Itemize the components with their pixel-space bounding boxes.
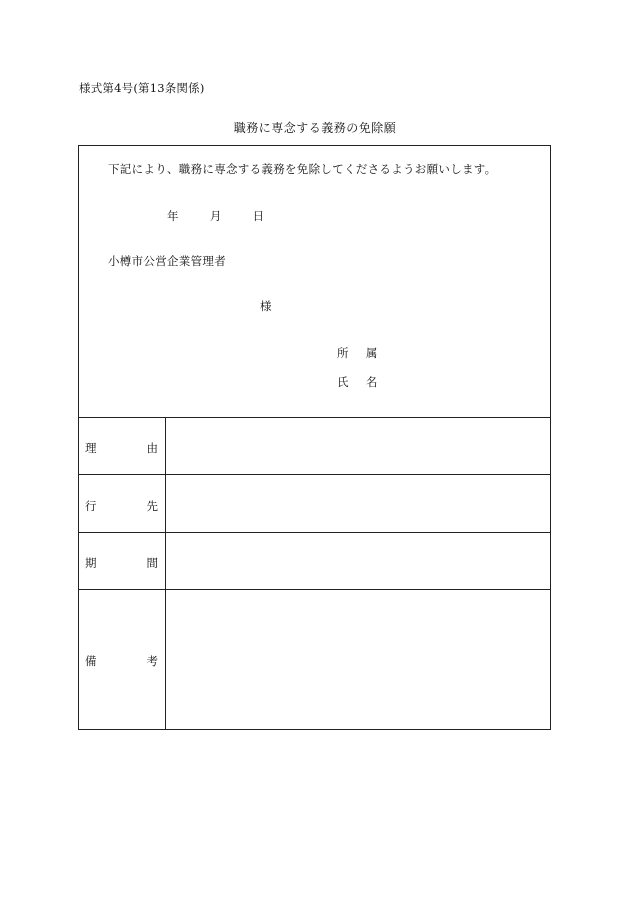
name-label-char-1: 氏 — [337, 375, 349, 389]
affiliation-label-char-1: 所 — [337, 346, 349, 360]
date-day: 日 — [252, 209, 265, 223]
period-label — [79, 533, 166, 589]
period-field[interactable] — [167, 533, 550, 589]
form-number: 様式第4号(第13条関係) — [79, 81, 205, 95]
reason-label — [79, 417, 166, 474]
name-label — [337, 374, 377, 390]
period-row — [79, 533, 550, 590]
remarks-field[interactable] — [167, 590, 550, 729]
date-year: 年 — [167, 209, 179, 223]
date-month: 月 — [209, 209, 222, 223]
reason-row — [79, 417, 550, 475]
remarks-label-char-2: 考 — [146, 654, 158, 668]
reason-label-char-2: 由 — [146, 441, 158, 455]
remarks-row — [79, 590, 550, 729]
remarks-label — [79, 590, 166, 729]
reason-field[interactable] — [167, 417, 550, 474]
remarks-label-char-1: 備 — [85, 654, 97, 668]
date-line — [167, 208, 264, 224]
destination-row — [79, 475, 550, 533]
reason-label-char-1: 理 — [85, 441, 97, 455]
name-label-char-2: 名 — [365, 375, 378, 389]
form-table — [78, 145, 551, 730]
request-section — [79, 146, 550, 418]
form-title: 職務に専念する義務の免除願 — [233, 121, 397, 135]
period-label-char-1: 期 — [85, 556, 97, 570]
request-sentence: 下記により、職務に専念する義務を免除してくださるようお願いします。 — [108, 162, 497, 176]
affiliation-label — [337, 345, 377, 361]
affiliation-label-char-2: 属 — [365, 346, 378, 360]
addressee: 小樽市公営企業管理者 — [108, 254, 226, 268]
period-label-char-2: 間 — [146, 556, 158, 570]
destination-label — [79, 475, 166, 532]
destination-label-char-2: 先 — [146, 499, 158, 513]
destination-label-char-1: 行 — [85, 499, 97, 513]
destination-field[interactable] — [167, 475, 550, 532]
honorific: 様 — [260, 299, 272, 313]
